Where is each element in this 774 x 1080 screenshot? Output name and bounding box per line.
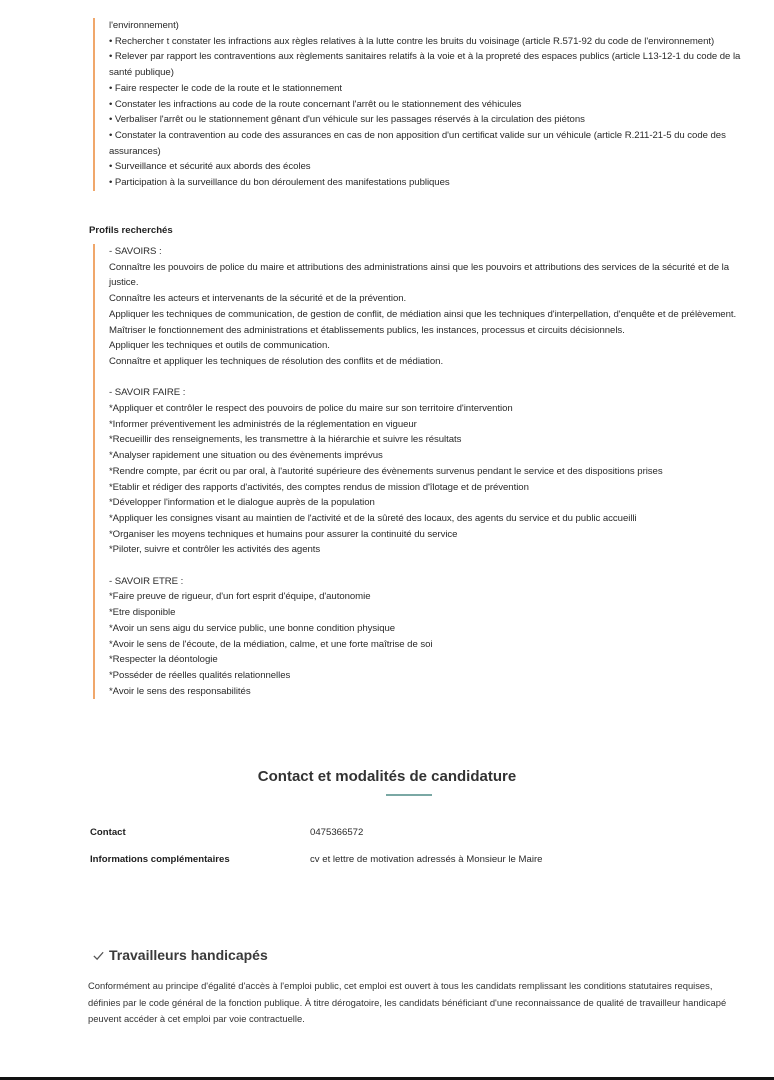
- missions-list: [93, 18, 749, 191]
- savoir-faire-item: *Appliquer et contrôler le respect des pouvoirs de police du maire sur son territoire d'intervention: [109, 403, 513, 415]
- savoir-etre-item: *Respecter la déontologie: [109, 654, 218, 666]
- savoir-faire-item: *Analyser rapidement une situation ou des évènements imprévus: [109, 450, 383, 462]
- savoir-etre-item: *Etre disponible: [109, 607, 176, 619]
- section-title-contact: Contact et modalités de candidature: [257, 768, 517, 785]
- savoirs-item: Connaître les pouvoirs de police du maire et attributions des administrations ainsi que les pouvoirs et attributions des services de la sécurité et de la justice.: [109, 261, 730, 289]
- savoir-etre-item: *Avoir le sens des responsabilités: [109, 685, 251, 697]
- mission-line: • Verbaliser l'arrêt ou le stationnement gênant d'un véhicule sur les passages réservés à la circulation des piétons: [109, 114, 585, 126]
- savoirs-title: - SAVOIRS :: [109, 246, 162, 257]
- savoir-faire-title: - SAVOIR FAIRE :: [109, 387, 186, 399]
- savoirs-item: Connaître et appliquer les techniques de résolution des conflits et de médiation.: [109, 355, 444, 367]
- spacer: [109, 370, 749, 386]
- savoir-etre-item: *Posséder de réelles qualités relationnelles: [109, 669, 291, 681]
- savoirs-item: Appliquer les techniques de communication, de gestion de conflit, de médiation ainsi que les techniques d'interpellation, d'enquête et de prélèvement.: [109, 308, 737, 320]
- savoir-faire-item: *Informer préventivement les administrés de la réglementation en vigueur: [109, 418, 417, 430]
- info-label: Contact: [90, 827, 126, 838]
- profiles-list: [93, 244, 749, 699]
- savoirs-item: Connaître les acteurs et intervenants de la sécurité et de la prévention.: [109, 293, 407, 305]
- savoir-etre-item: *Faire preuve de rigueur, d'un fort esprit d'équipe, d'autonomie: [109, 591, 371, 603]
- spacer: [109, 558, 749, 574]
- savoir-faire-item: *Organiser les moyens techniques et humains pour assurer la continuité du service: [109, 528, 458, 540]
- mission-line: • Relever par rapport les contraventions aux règlements sanitaires relatifs à la voie et à la propreté des espaces publics (article L13-12-1 du code de la santé publique): [109, 51, 741, 79]
- mission-line: • Surveillance et sécurité aux abords des écoles: [109, 161, 311, 173]
- savoirs-item: Appliquer les techniques et outils de communication.: [109, 340, 330, 352]
- check-icon: [92, 949, 105, 962]
- mission-line: • Rechercher t constater les infractions aux règles relatives à la lutte contre les bruits du voisinage (article R.571-92 du code de l'environnement): [109, 35, 715, 47]
- profiles-heading: Profils recherchés: [89, 225, 173, 236]
- savoir-faire-item: *Piloter, suivre et contrôler les activités des agents: [109, 544, 321, 556]
- savoir-faire-item: *Etablir et rédiger des rapports d'activités, des comptes rendus de mission d'îlotage et de prévention: [109, 481, 529, 493]
- handicap-heading: [92, 947, 268, 963]
- info-value: 0475366572: [310, 827, 364, 838]
- mission-line: l'environnement): [109, 20, 179, 31]
- handicap-title: Travailleurs handicapés: [109, 947, 268, 963]
- mission-line: • Faire respecter le code de la route et le stationnement: [109, 82, 343, 94]
- title-underline: [386, 794, 432, 796]
- mission-line: • Constater la contravention au code des assurances en cas de non apposition d'un certificat valide sur un véhicule (article R.211-21-5 du code des assurances): [109, 129, 726, 157]
- savoir-faire-item: *Appliquer les consignes visant au maintien de l'activité et de la sûreté des locaux, des agents du service et du public accueilli: [109, 512, 637, 524]
- info-value: cv et lettre de motivation adressés à Monsieur le Maire: [310, 854, 543, 865]
- savoir-faire-item: *Développer l'information et le dialogue auprès de la population: [109, 497, 375, 509]
- savoirs-item: Maîtriser le fonctionnement des administrations et établissements publics, les instances, processus et circuits décisionnels.: [109, 324, 625, 336]
- mission-line: • Participation à la surveillance du bon déroulement des manifestations publiques: [109, 177, 450, 189]
- info-label: Informations complémentaires: [90, 854, 230, 865]
- savoir-etre-item: *Avoir le sens de l'écoute, de la médiation, calme, et une forte maîtrise de soi: [109, 638, 433, 650]
- savoir-etre-title: - SAVOIR ETRE :: [109, 575, 184, 587]
- mission-line: • Constater les infractions au code de la route concernant l'arrêt ou le stationnement des véhicules: [109, 98, 522, 110]
- handicap-text: Conformément au principe d'égalité d'accès à l'emploi public, cet emploi est ouvert à tous les candidats remplissant les conditions statutaires requises, définies par le code général de la fonction publique. À titre dérogatoire, les candidats bénéficiant d'une reconnaissance de qualité de travailleur handicapé peuvent accéder à cet emploi par voie contractuelle.: [88, 980, 727, 1024]
- savoir-faire-item: *Recueillir des renseignements, les transmettre à la hiérarchie et suivre les résultats: [109, 434, 462, 446]
- savoir-etre-item: *Avoir un sens aigu du service public, une bonne condition physique: [109, 622, 396, 634]
- savoir-faire-item: *Rendre compte, par écrit ou par oral, à l'autorité supérieure des évènements survenus pendant le service et des dispositions prises: [109, 465, 663, 477]
